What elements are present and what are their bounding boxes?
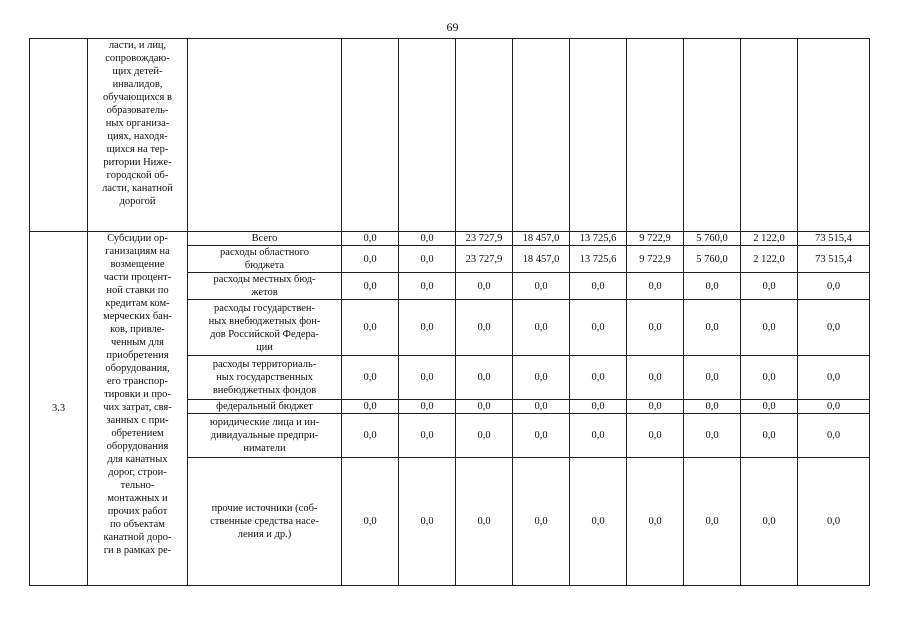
- description-line: ной ставки по: [106, 285, 169, 296]
- value-cell: 0,0: [456, 273, 513, 300]
- table-row: [30, 232, 870, 246]
- value-cell: 23 727,9: [456, 232, 513, 246]
- funding-source-line: ниматели: [243, 443, 286, 454]
- value-cell: 0,0: [342, 414, 399, 458]
- value-cell: 0,0: [798, 300, 870, 356]
- value-cell: 0,0: [342, 273, 399, 300]
- value-cell: 0,0: [798, 458, 870, 586]
- value-cell: 2 122,0: [741, 246, 798, 273]
- value-cell: 13 725,6: [570, 246, 627, 273]
- value-cell: 5 760,0: [684, 232, 741, 246]
- funding-source-cell: [188, 400, 342, 414]
- value-cell: [627, 39, 684, 232]
- description-line: образователь-: [106, 105, 169, 116]
- value-cell: 73 515,4: [798, 246, 870, 273]
- value-cell: 2 122,0: [741, 232, 798, 246]
- description-line: ченным для: [111, 337, 164, 348]
- page-number: 69: [446, 20, 459, 34]
- value-cell: 73 515,4: [798, 232, 870, 246]
- value-cell: 0,0: [570, 300, 627, 356]
- value-cell: 0,0: [456, 356, 513, 400]
- value-cell: [399, 39, 456, 232]
- description-line: тировки и про-: [104, 389, 171, 400]
- value-cell: 0,0: [798, 400, 870, 414]
- value-cell: 0,0: [627, 356, 684, 400]
- description-line: дорог, строи-: [108, 467, 167, 478]
- value-cell: 0,0: [684, 273, 741, 300]
- description-line: щих детей-: [112, 66, 163, 77]
- description-line: его транспор-: [106, 376, 169, 387]
- value-cell: 0,0: [399, 400, 456, 414]
- value-cell: 0,0: [741, 458, 798, 586]
- value-cell: 0,0: [342, 356, 399, 400]
- funding-source-line: бюджета: [244, 260, 285, 271]
- funding-source-line: дов Российской Федера-: [210, 328, 319, 340]
- value-cell: 0,0: [627, 400, 684, 414]
- item-description-cell: [88, 39, 188, 232]
- description-line: возмещение: [110, 259, 165, 270]
- description-line: занных с при-: [106, 415, 169, 426]
- value-cell: 0,0: [741, 300, 798, 356]
- funding-source-line: ных внебюджетных фон-: [208, 315, 321, 327]
- value-cell: 0,0: [342, 400, 399, 414]
- value-cell: 0,0: [684, 400, 741, 414]
- value-cell: 0,0: [456, 414, 513, 458]
- funding-source-cell: [188, 273, 342, 300]
- description-line: монтажных и: [107, 493, 168, 504]
- funding-source-line: ления и др.): [237, 529, 292, 540]
- description-line: щихся на тер-: [106, 144, 169, 155]
- value-cell: 0,0: [342, 300, 399, 356]
- value-cell: 13 725,6: [570, 232, 627, 246]
- funding-source-line: расходы местных бюд-: [213, 274, 316, 285]
- funding-source-line: федеральный бюджет: [216, 401, 313, 412]
- value-cell: 0,0: [627, 414, 684, 458]
- funding-source-cell: [188, 458, 342, 586]
- value-cell: 0,0: [342, 458, 399, 586]
- value-cell: 0,0: [741, 273, 798, 300]
- value-cell: 0,0: [798, 356, 870, 400]
- description-line: ласти, и лиц,: [108, 40, 167, 51]
- value-cell: 0,0: [627, 300, 684, 356]
- funding-source-line: жетов: [251, 287, 278, 298]
- description-line: Субсидии ор-: [107, 233, 168, 244]
- value-cell: 0,0: [342, 232, 399, 246]
- description-line: канатной доро-: [103, 532, 172, 543]
- funding-source-line: расходы областного: [220, 247, 309, 258]
- value-cell: 0,0: [684, 300, 741, 356]
- description-line: по объектам: [110, 519, 165, 530]
- value-cell: 0,0: [741, 400, 798, 414]
- description-line: дорогой: [119, 196, 156, 207]
- funding-source-line: расходы государствен-: [213, 302, 316, 314]
- value-cell: 23 727,9: [456, 246, 513, 273]
- funding-source-cell: [188, 356, 342, 400]
- funding-source-cell: [188, 246, 342, 273]
- value-cell: 0,0: [570, 458, 627, 586]
- value-cell: 9 722,9: [627, 246, 684, 273]
- description-line: инвалидов,: [112, 79, 163, 90]
- value-cell: 0,0: [570, 273, 627, 300]
- value-cell: 0,0: [399, 246, 456, 273]
- description-line: части процент-: [103, 272, 172, 283]
- value-cell: 0,0: [399, 356, 456, 400]
- value-cell: [456, 39, 513, 232]
- value-cell: 0,0: [570, 400, 627, 414]
- value-cell: 0,0: [627, 458, 684, 586]
- funding-source-line: ных государственных: [216, 372, 313, 383]
- description-line: оборудования,: [105, 363, 170, 374]
- value-cell: 0,0: [684, 414, 741, 458]
- item-number-cell: [30, 232, 88, 586]
- value-cell: 0,0: [570, 414, 627, 458]
- value-cell: [513, 39, 570, 232]
- description-line: чих затрат, свя-: [103, 402, 172, 413]
- funding-source-line: внебюджетных фондов: [212, 385, 317, 396]
- value-cell: [342, 39, 399, 232]
- funding-source-cell: [188, 300, 342, 356]
- description-line: городской об-: [106, 170, 169, 181]
- item-number-cell: [30, 39, 88, 232]
- funding-source-cell: [188, 232, 342, 246]
- value-cell: 0,0: [513, 356, 570, 400]
- value-cell: [684, 39, 741, 232]
- budget-table: [29, 38, 870, 586]
- value-cell: 5 760,0: [684, 246, 741, 273]
- value-cell: 0,0: [456, 400, 513, 414]
- value-cell: 0,0: [798, 273, 870, 300]
- item-description-cell: [88, 232, 188, 586]
- value-cell: 0,0: [684, 458, 741, 586]
- value-cell: 0,0: [741, 356, 798, 400]
- description-line: ков, привле-: [110, 324, 165, 335]
- funding-source-line: юридические лица и ин-: [209, 417, 320, 428]
- funding-source-line: Всего: [251, 233, 278, 244]
- description-line: ритории Ниже-: [103, 157, 172, 168]
- funding-source-line: дивидуальные предпри-: [210, 430, 319, 441]
- value-cell: [741, 39, 798, 232]
- funding-source-line: ции: [256, 341, 273, 353]
- funding-source-line: расходы территориаль-: [212, 359, 317, 370]
- value-cell: 0,0: [399, 232, 456, 246]
- value-cell: 0,0: [456, 300, 513, 356]
- value-cell: 0,0: [513, 414, 570, 458]
- value-cell: 0,0: [399, 273, 456, 300]
- funding-source-cell: [188, 414, 342, 458]
- funding-source-line: прочие источники (соб-: [211, 503, 318, 514]
- value-cell: 0,0: [741, 414, 798, 458]
- description-line: ганизациям на: [105, 246, 170, 257]
- description-line: приобретения: [106, 350, 169, 361]
- description-line: ласти, канатной: [102, 183, 173, 194]
- value-cell: 0,0: [342, 246, 399, 273]
- description-line: кредитам ком-: [105, 298, 170, 309]
- item-number: 3.3: [51, 403, 66, 414]
- value-cell: 9 722,9: [627, 232, 684, 246]
- description-line: обретением: [111, 428, 164, 439]
- value-cell: 0,0: [798, 414, 870, 458]
- description-line: циях, находя-: [107, 131, 168, 142]
- description-line: ги в рамках ре-: [103, 545, 172, 556]
- value-cell: 18 457,0: [513, 246, 570, 273]
- value-cell: 0,0: [513, 273, 570, 300]
- description-line: обучающихся в: [103, 92, 172, 103]
- description-line: мерческих бан-: [103, 311, 172, 322]
- description-line: сопровождаю-: [105, 53, 170, 64]
- funding-source-line: ственные средства насе-: [210, 516, 319, 527]
- description-line: прочих работ: [107, 506, 168, 517]
- value-cell: 0,0: [513, 458, 570, 586]
- value-cell: [570, 39, 627, 232]
- value-cell: 0,0: [570, 356, 627, 400]
- value-cell: 0,0: [684, 356, 741, 400]
- value-cell: [798, 39, 870, 232]
- description-line: ных организа-: [105, 118, 170, 129]
- value-cell: 0,0: [513, 300, 570, 356]
- value-cell: 0,0: [513, 400, 570, 414]
- value-cell: 0,0: [627, 273, 684, 300]
- value-cell: 18 457,0: [513, 232, 570, 246]
- description-line: тельно-: [120, 480, 155, 491]
- value-cell: 0,0: [399, 414, 456, 458]
- table-row: [30, 39, 870, 232]
- value-cell: 0,0: [456, 458, 513, 586]
- value-cell: 0,0: [399, 300, 456, 356]
- value-cell: [188, 39, 342, 232]
- description-line: оборудования: [106, 441, 169, 452]
- description-line: для канатных: [107, 454, 168, 465]
- value-cell: 0,0: [399, 458, 456, 586]
